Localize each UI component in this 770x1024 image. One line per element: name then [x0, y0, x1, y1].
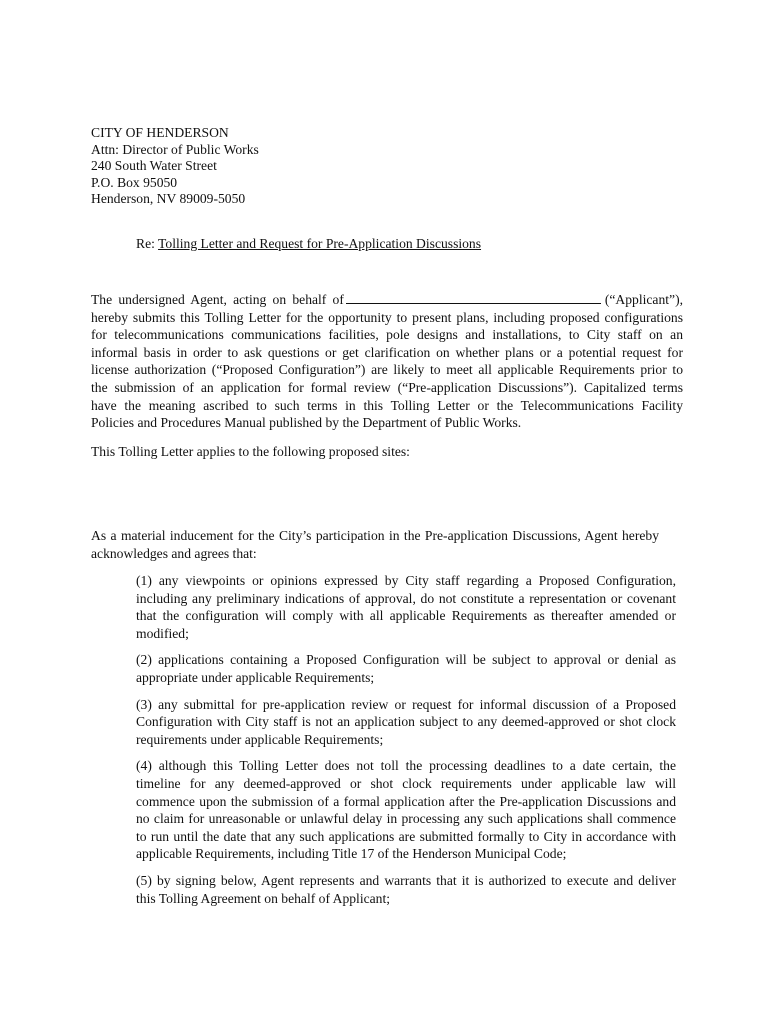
intro-line: license authorization (“Proposed Configuration”) are likely to meet all applicable Requirements prior to — [91, 362, 683, 378]
inducement-line: As a material inducement for the City’s participation in the Pre-application Discussions, Agent hereby — [91, 528, 659, 543]
item-line: including any preliminary indications of approval, do not constitute a representation or covenant — [136, 590, 676, 606]
item-line: (2) applications containing a Proposed Configuration will be subject to approval or denial as — [136, 652, 676, 668]
inducement-line: acknowledges and agrees that: — [91, 545, 257, 561]
address-line-city: CITY OF HENDERSON — [91, 125, 229, 140]
address-line-po-box: P.O. Box 95050 — [91, 174, 178, 190]
item-line: to run until the date that any such applications are submitted formally to City in accordance with — [136, 828, 676, 844]
item-line: appropriate under applicable Requirements; — [136, 669, 375, 685]
proposed-sites-statement: This Tolling Letter applies to the following proposed sites: — [91, 444, 410, 459]
item-line: Configuration with City staff is not an application subject to any deemed-approved or shot clock — [136, 714, 676, 730]
intro-line: Policies and Procedures Manual published by the Department of Public Works. — [91, 415, 522, 431]
item-line: timeline for any deemed-approved or shot clock requirements under applicable law will — [136, 775, 676, 791]
item-line: this Tolling Agreement on behalf of Applicant; — [136, 890, 391, 906]
item-line: (5) by signing below, Agent represents and warrants that it is authorized to execute and deliver — [136, 872, 676, 888]
item-line: requirements under applicable Requirements; — [136, 731, 384, 747]
item-line: (1) any viewpoints or opinions expressed by City staff regarding a Proposed Configuration, — [136, 573, 676, 588]
address-line-street: 240 South Water Street — [91, 158, 217, 174]
subject-prefix: Re: — [136, 236, 155, 251]
intro-line — [91, 291, 683, 309]
acknowledgement-list — [136, 572, 676, 916]
intro-lead-text: The undersigned Agent, acting on behalf of — [91, 292, 344, 307]
subject-line — [136, 235, 481, 253]
intro-line: the submission of an application for formal review (“Pre-application Discussions”). Capitalized terms — [91, 379, 683, 395]
recipient-address — [91, 125, 259, 208]
acknowledgement-item-1 — [136, 572, 676, 642]
acknowledgement-item-5 — [136, 872, 676, 907]
intro-line: informal basis in order to ask questions or get clarification on whether plans or a potential request for — [91, 344, 683, 360]
acknowledgement-item-3 — [136, 696, 676, 749]
item-line: (4) although this Tolling Letter does not toll the processing deadlines to a date certain, the — [136, 758, 676, 774]
item-line: applicable Requirements, including Title 17 of the Henderson Municipal Code; — [136, 846, 567, 862]
intro-line: have the meaning ascribed to such terms in this Tolling Letter or the Telecommunications Facility — [91, 397, 683, 413]
subject-title: Tolling Letter and Request for Pre-Application Discussions — [158, 236, 482, 251]
item-line: commence upon the submission of a formal application after the Pre-application Discussions and — [136, 793, 676, 809]
item-line: modified; — [136, 625, 189, 641]
intro-line: hereby submits this Tolling Letter for the opportunity to present plans, including proposed configurations — [91, 309, 683, 325]
item-line: no claim for unreasonable or unlawful delay in processing any such applications shall commence — [136, 811, 676, 827]
applicant-label: (“Applicant”), — [604, 292, 683, 307]
inducement-paragraph — [91, 527, 659, 562]
item-line: (3) any submittal for pre-application review or request for informal discussion of a Proposed — [136, 696, 676, 712]
applicant-name-blank[interactable] — [346, 291, 601, 304]
address-line-city-state-zip: Henderson, NV 89009-5050 — [91, 191, 246, 207]
acknowledgement-item-2 — [136, 651, 676, 686]
address-line-attn: Attn: Director of Public Works — [91, 141, 259, 157]
acknowledgement-item-4 — [136, 757, 676, 863]
item-line: that the configuration will comply with all applicable Requirements as thereafter amended or — [136, 608, 676, 624]
intro-paragraph — [91, 291, 683, 432]
intro-line: for telecommunications communications facilities, pole designs and installations, to City staff on an — [91, 327, 683, 343]
